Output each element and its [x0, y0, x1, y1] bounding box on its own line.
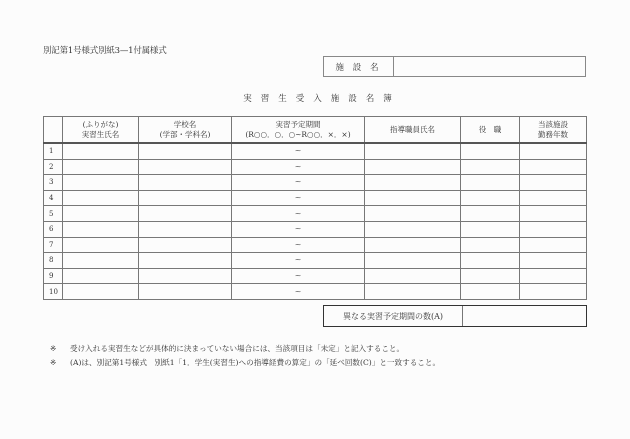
header-trainee-name: (ふりがな) 実習生氏名 — [63, 117, 139, 144]
row-number: 5 — [44, 206, 63, 222]
row-number: 2 — [44, 159, 63, 175]
supervisor-name-cell[interactable] — [365, 206, 461, 222]
school-name-cell[interactable] — [139, 143, 232, 159]
row-number: 4 — [44, 190, 63, 206]
supervisor-name-cell[interactable] — [365, 237, 461, 253]
document-title: 実習生受入施設名簿 — [243, 94, 401, 104]
row-number: 1 — [44, 143, 63, 159]
reference-mark-icon: ※ — [50, 344, 57, 353]
years-cell[interactable] — [520, 253, 587, 269]
years-cell[interactable] — [520, 268, 587, 284]
header-years-of-service: 当該施設 勤務年数 — [520, 117, 587, 144]
table-row — [44, 143, 587, 159]
table-row — [44, 159, 587, 175]
period-cell[interactable]: ~ — [232, 221, 365, 237]
table-row — [44, 253, 587, 269]
trainee-name-cell[interactable] — [63, 206, 139, 222]
supervisor-name-cell[interactable] — [365, 190, 461, 206]
note-item — [50, 342, 440, 356]
period-cell[interactable]: ~ — [232, 284, 365, 300]
table-row — [44, 284, 587, 300]
row-number: 7 — [44, 237, 63, 253]
years-cell[interactable] — [520, 237, 587, 253]
supervisor-name-cell[interactable] — [365, 159, 461, 175]
table-row — [44, 237, 587, 253]
supervisor-name-cell[interactable] — [365, 221, 461, 237]
header-no — [44, 117, 63, 144]
note-text: (A)は、別記第1号様式 別紙1「1．学生(実習生)への指導経費の算定」の「延べ回数(C)」と一致すること。 — [70, 358, 441, 367]
form-identifier: 別記第1号様式別紙3—1付属様式 — [43, 46, 167, 56]
school-name-cell[interactable] — [139, 221, 232, 237]
header-training-period: 実習予定期間 (R○○．○．○~R○○．×．×) — [232, 117, 365, 144]
years-cell[interactable] — [520, 159, 587, 175]
school-name-cell[interactable] — [139, 159, 232, 175]
period-cell[interactable]: ~ — [232, 253, 365, 269]
position-cell[interactable] — [461, 206, 520, 222]
supervisor-name-cell[interactable] — [365, 253, 461, 269]
position-cell[interactable] — [461, 253, 520, 269]
table-row — [44, 268, 587, 284]
years-cell[interactable] — [520, 143, 587, 159]
supervisor-name-cell[interactable] — [365, 143, 461, 159]
period-cell[interactable]: ~ — [232, 237, 365, 253]
trainee-register-table — [43, 116, 587, 300]
trainee-name-cell[interactable] — [63, 237, 139, 253]
trainee-name-cell[interactable] — [63, 221, 139, 237]
school-name-cell[interactable] — [139, 206, 232, 222]
period-cell[interactable]: ~ — [232, 268, 365, 284]
table-row — [44, 190, 587, 206]
trainee-name-cell[interactable] — [63, 268, 139, 284]
trainee-name-cell[interactable] — [63, 190, 139, 206]
position-cell[interactable] — [461, 284, 520, 300]
row-number: 6 — [44, 221, 63, 237]
position-cell[interactable] — [461, 159, 520, 175]
position-cell[interactable] — [461, 268, 520, 284]
period-cell[interactable]: ~ — [232, 206, 365, 222]
table-header-row — [44, 117, 587, 144]
years-cell[interactable] — [520, 175, 587, 191]
row-number: 3 — [44, 175, 63, 191]
header-supervisor-name: 指導職員氏名 — [365, 117, 461, 144]
position-cell[interactable] — [461, 190, 520, 206]
distinct-periods-label: 異なる実習予定期間の数(A) — [324, 306, 463, 326]
period-cell[interactable]: ~ — [232, 175, 365, 191]
row-number: 10 — [44, 284, 63, 300]
school-name-cell[interactable] — [139, 190, 232, 206]
position-cell[interactable] — [461, 237, 520, 253]
note-item — [50, 356, 440, 370]
period-cell[interactable]: ~ — [232, 159, 365, 175]
years-cell[interactable] — [520, 190, 587, 206]
school-name-cell[interactable] — [139, 175, 232, 191]
distinct-periods-field[interactable] — [463, 306, 586, 326]
facility-name-field[interactable] — [394, 57, 585, 76]
years-cell[interactable] — [520, 221, 587, 237]
row-number: 8 — [44, 253, 63, 269]
school-name-cell[interactable] — [139, 237, 232, 253]
years-cell[interactable] — [520, 284, 587, 300]
table-row — [44, 175, 587, 191]
trainee-name-cell[interactable] — [63, 143, 139, 159]
supervisor-name-cell[interactable] — [365, 284, 461, 300]
table-row — [44, 221, 587, 237]
school-name-cell[interactable] — [139, 253, 232, 269]
trainee-name-cell[interactable] — [63, 159, 139, 175]
reference-mark-icon: ※ — [50, 358, 57, 367]
period-cell[interactable]: ~ — [232, 190, 365, 206]
note-text: 受け入れる実習生などが具体的に決まっていない場合には、当該項目は「未定」と記入すること。 — [70, 344, 405, 353]
position-cell[interactable] — [461, 143, 520, 159]
row-number: 9 — [44, 268, 63, 284]
supervisor-name-cell[interactable] — [365, 268, 461, 284]
facility-name-label: 施 設 名 — [324, 57, 394, 76]
distinct-periods-box — [323, 305, 587, 327]
table-row — [44, 206, 587, 222]
school-name-cell[interactable] — [139, 268, 232, 284]
header-school-name: 学校名 (学部・学科名) — [139, 117, 232, 144]
trainee-name-cell[interactable] — [63, 175, 139, 191]
period-cell[interactable]: ~ — [232, 143, 365, 159]
school-name-cell[interactable] — [139, 284, 232, 300]
supervisor-name-cell[interactable] — [365, 175, 461, 191]
header-position: 役 職 — [461, 117, 520, 144]
position-cell[interactable] — [461, 221, 520, 237]
trainee-name-cell[interactable] — [63, 253, 139, 269]
trainee-name-cell[interactable] — [63, 284, 139, 300]
notes — [50, 342, 440, 370]
facility-name-box — [323, 56, 586, 77]
position-cell[interactable] — [461, 175, 520, 191]
years-cell[interactable] — [520, 206, 587, 222]
